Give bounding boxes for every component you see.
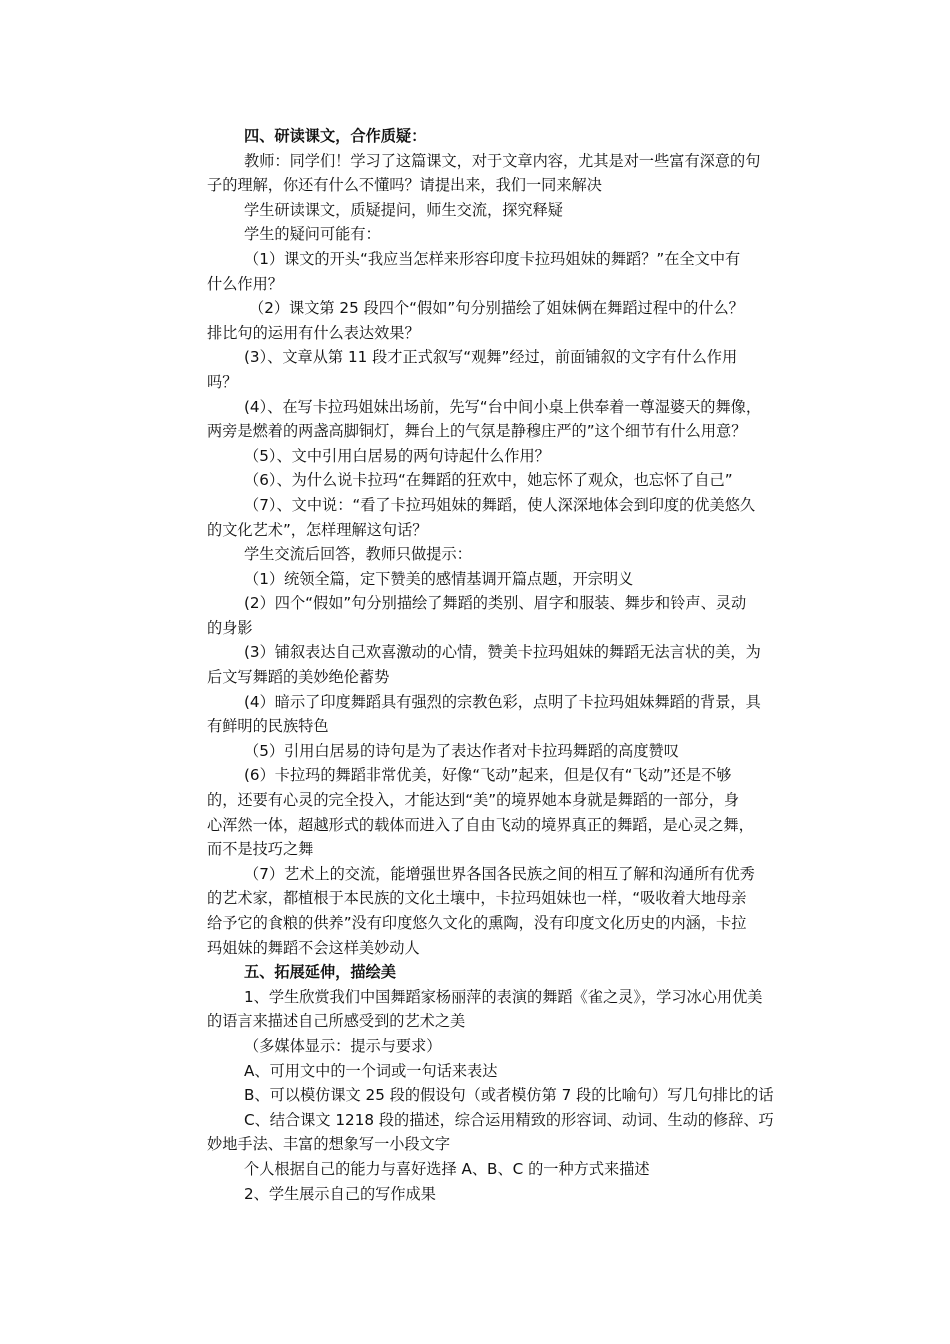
- text-line: (4）暗示了印度舞蹈具有强烈的宗教色彩，点明了卡拉玛姐妹舞蹈的背景，具: [244, 692, 761, 711]
- text-line: 的艺术家，都植根于本民族的文化土壤中，卡拉玛姐妹也一样，“吸收着大地母亲: [207, 889, 747, 908]
- text-line: 有鲜明的民族特色: [207, 717, 329, 736]
- text-line: 而不是技巧之舞: [207, 840, 314, 859]
- text-line: A、可用文中的一个词或一句话来表达: [244, 1061, 498, 1080]
- text-line: 学生研读课文，质疑提问，师生交流，探究释疑: [244, 200, 563, 219]
- text-line: 学生的疑问可能有：: [244, 225, 381, 244]
- document-body: [207, 124, 797, 1206]
- text-line: 排比句的运用有什么表达效果？: [207, 323, 420, 342]
- text-line: 教师：同学们！学习了这篇课文，对于文章内容，尤其是对一些富有深意的句: [244, 151, 761, 170]
- text-line: 的，还要有心灵的完全投入，才能达到“美”的境界她本身就是舞蹈的一部分，身: [207, 791, 740, 810]
- text-line: (3）、文章从第 11 段才正式叙写“观舞”经过，前面铺叙的文字有什么作用: [244, 348, 738, 367]
- text-line: 的文化艺术”，怎样理解这句话？: [207, 520, 428, 539]
- section-heading-5: 五、拓展延伸，描绘美: [244, 963, 396, 982]
- text-line: 后文写舞蹈的美妙绝伦蓄势: [207, 668, 390, 687]
- text-line: (2）四个“假如”句分别描绘了舞蹈的类别、眉字和服装、舞步和铃声、灵动: [244, 594, 747, 613]
- text-line: 的身影: [207, 618, 253, 637]
- text-line: 吗？: [207, 372, 238, 391]
- text-line: (6）卡拉玛的舞蹈非常优美，好像“飞动”起来，但是仅有“飞动”还是不够: [244, 766, 732, 785]
- text-line: 个人根据自己的能力与喜好选择 A、B、C 的一种方式来描述: [244, 1159, 650, 1178]
- text-line: （多媒体显示：提示与要求）: [244, 1036, 442, 1055]
- text-line: 玛姐妹的舞蹈不会这样美妙动人: [207, 938, 420, 957]
- text-line: 给予它的食粮的供养”没有印度悠久文化的熏陶，没有印度文化历史的内涵，卡拉: [207, 914, 747, 932]
- text-line: （5）、文中引用白居易的两句诗起什么作用？: [244, 446, 550, 465]
- text-line: (4）、在写卡拉玛姐妹出场前，先写“台中间小桌上供奉着一尊湿婆天的舞像，: [244, 397, 762, 416]
- text-line: （5）引用白居易的诗句是为了表达作者对卡拉玛舞蹈的高度赞叹: [244, 741, 679, 760]
- text-line: 1、学生欣赏我们中国舞蹈家杨丽萍的表演的舞蹈《雀之灵》，学习冰心用优美: [244, 987, 763, 1006]
- text-line: 什么作用？: [207, 274, 283, 293]
- text-line: 的语言来描述自己所感受到的艺术之美: [207, 1012, 466, 1031]
- text-line: （2）课文第 25 段四个“假如”句分别描绘了姐妹俩在舞蹈过程中的什么？: [249, 299, 744, 318]
- text-line: 学生交流后回答，教师只做提示：: [244, 545, 472, 564]
- text-line: 2、学生展示自己的写作成果: [244, 1184, 436, 1203]
- text-line: （1）统领全篇，定下赞美的感情基调开篇点题，开宗明义: [244, 569, 634, 588]
- text-line: B、可以模仿课文 25 段的假设句（或者模仿第 7 段的比喻句）写几句排比的话: [244, 1086, 774, 1105]
- text-line: 心浑然一体，超越形式的载体而进入了自由飞动的境界真正的舞蹈，是心灵之舞，: [207, 815, 754, 834]
- text-line: （7）、文中说：“看了卡拉玛姐妹的舞蹈，使人深深地体会到印度的优美悠久: [244, 495, 756, 514]
- text-line: C、结合课文 1218 段的描述，综合运用精致的形容词、动词、生动的修辞、巧: [244, 1110, 774, 1129]
- text-line: 两旁是燃着的两盏高脚铜灯，舞台上的气氛是静穆庄严的”这个细节有什么用意？: [207, 422, 747, 441]
- text-line: (3）铺叙表达自己欢喜激动的心情，赞美卡拉玛姐妹的舞蹈无法言状的美，为: [244, 643, 761, 662]
- text-line: （6）、为什么说卡拉玛“在舞蹈的狂欢中，她忘怀了观众，也忘怀了自己”: [244, 471, 733, 490]
- text-line: （1）课文的开头“我应当怎样来形容印度卡拉玛姐妹的舞蹈？”在全文中有: [244, 249, 741, 268]
- text-line: （7）艺术上的交流，能增强世界各国各民族之间的相互了解和沟通所有优秀: [244, 864, 755, 883]
- section-heading-4: 四、研读课文，合作质疑：: [244, 127, 427, 145]
- text-line: 妙地手法、丰富的想象写一小段文字: [207, 1135, 450, 1154]
- text-line: 子的理解，你还有什么不懂吗？请提出来，我们一同来解决: [207, 176, 602, 195]
